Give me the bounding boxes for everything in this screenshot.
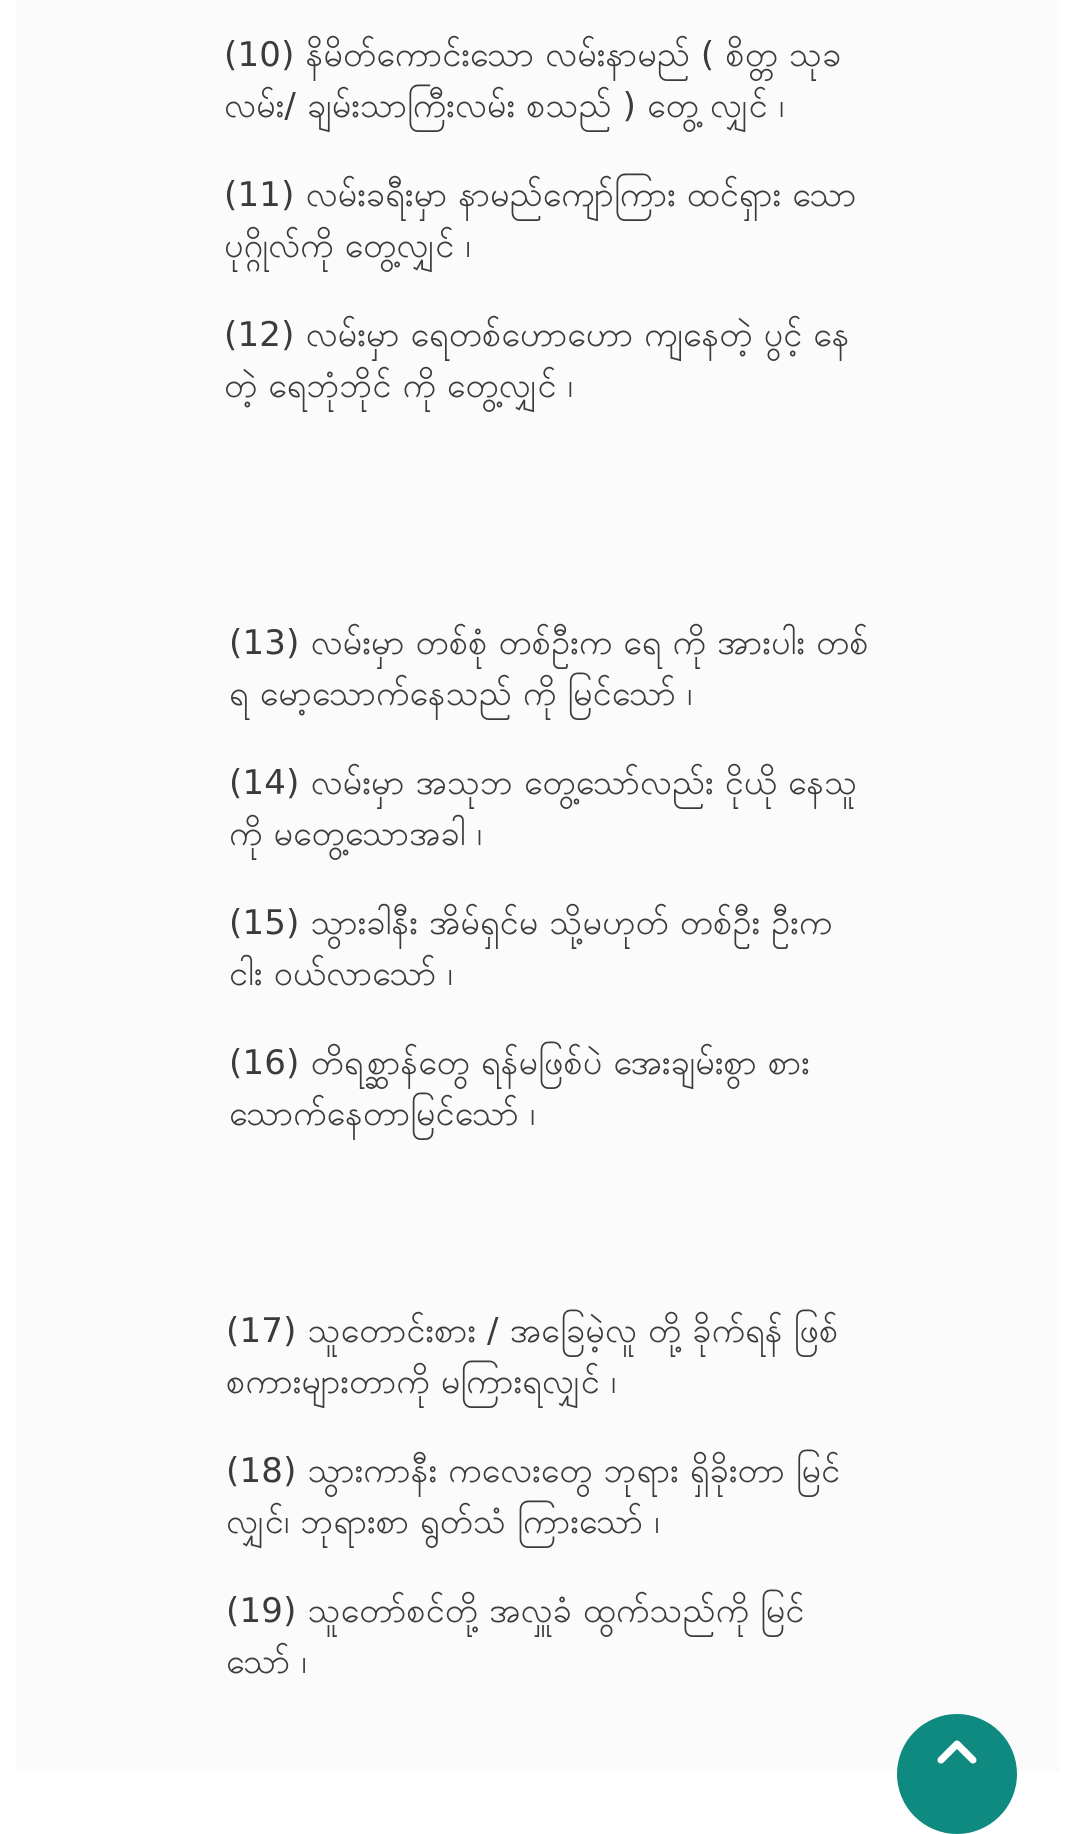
list-item-13: (13) လမ်းမှာ တစ်စုံ တစ်ဦးက ရေ ကို အားပါး တစ်ရ မော့သောက်နေသည် ကို မြင်သော် ၊	[229, 623, 869, 714]
list-item-18: (18) သွားကာနီး ကလေးတွေ ဘုရား ရှိခိုးတာ မြင်လျှင်၊ ဘုရားစာ ရွတ်သံ ကြားသော် ၊	[226, 1451, 841, 1542]
list-section-2	[229, 618, 869, 1140]
list-item-14: (14) လမ်းမှာ အသုဘ တွေ့သော်လည်း ငိုယို နေသူကို မတွေ့သောအခါ ၊	[229, 763, 858, 854]
list-item-15: (15) သွားခါနီး အိမ်ရှင်မ သို့မဟုတ် တစ်ဦး ဦးက ငါး ဝယ်လာသော် ၊	[229, 903, 833, 994]
list-item-12: (12) လမ်းမှာ ရေတစ်ဟောဟော ကျနေတဲ့ ပွင့် နေတဲ့ ရေဘုံဘိုင် ကို တွေ့လျှင် ၊	[224, 315, 850, 406]
list-item-17: (17) သူတောင်းစား / အခြေမဲ့လူ တို့ ခိုက်ရန် ဖြစ် စကားများတာကို မကြားရလျှင် ၊	[226, 1311, 839, 1402]
list-item-10: (10) နိမိတ်ကောင်းသော လမ်းနာမည် ( စိတ္တ သုခလမ်း/ ချမ်းသာကြီးလမ်း စသည် ) တွေ့ လျှင် ၊	[224, 35, 842, 126]
list-item-11: (11) လမ်းခရီးမှာ နာမည်ကျော်ကြား ထင်ရှား သော ပုဂ္ဂိုလ်ကို တွေ့လျှင် ၊	[224, 175, 857, 266]
list-item-16: (16) တိရစ္ဆာန်တွေ ရန်မဖြစ်ပဲ အေးချမ်းစွာ စားသောက်နေတာမြင်သော် ၊	[229, 1043, 810, 1134]
scroll-to-top-button[interactable]	[897, 1714, 1017, 1834]
list-section-3	[226, 1306, 866, 1688]
chevron-up-icon	[935, 1736, 979, 1764]
list-section-1	[224, 30, 864, 412]
list-item-19: (19) သူတော်စင်တို့ အလှူခံ ထွက်သည်ကို မြင် သော် ၊	[226, 1591, 805, 1682]
